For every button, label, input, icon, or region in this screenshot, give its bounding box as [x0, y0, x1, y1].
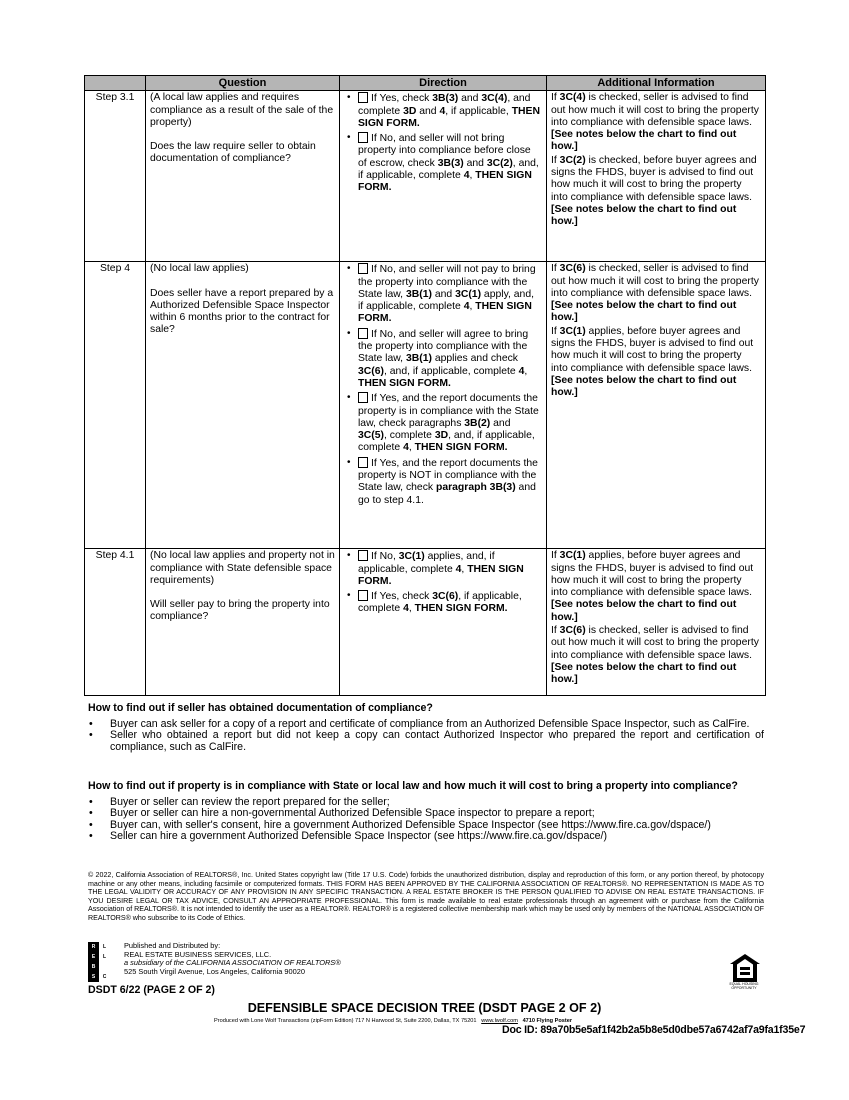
notes-heading: How to find out if property is in compliance with State or local law and how much it will cost to bring a property into compliance? — [88, 780, 738, 792]
direction-item — [344, 328, 542, 390]
step-label: Step 4 — [85, 262, 146, 549]
info-text: If 3C(4) is checked, seller is advised to find out how much it will cost to bring the property into compliance with defensible space laws. [See notes below the chart to find out how.] — [551, 92, 759, 153]
logo-letter: B — [88, 962, 99, 972]
notes-item: • Seller can hire a government Authorized Defensible Space Inspector (see https://www.fire.ca.gov/dspace/) — [88, 831, 764, 843]
header-direction: Direction — [340, 76, 547, 91]
direction-item — [344, 457, 542, 507]
direction-cell — [340, 549, 547, 696]
doc-id: Doc ID: 89a70b5e5af1f42b2a5b8e5d0dbe57a6742af7a9fa1f35e7 — [502, 1024, 806, 1036]
header-additional-info: Additional Information — [547, 76, 766, 91]
direction-cell — [340, 91, 547, 262]
checkbox[interactable] — [358, 92, 368, 103]
checkbox[interactable] — [358, 590, 368, 601]
checkbox[interactable] — [358, 132, 368, 143]
question-text: Does the law require seller to obtain documentation of compliance? — [150, 141, 316, 165]
direction-cell — [340, 262, 547, 549]
direction-item — [344, 550, 542, 588]
question-cell — [146, 91, 340, 262]
logo-letter: R — [88, 942, 99, 952]
logo-letter — [99, 962, 110, 972]
info-text: If 3C(1) applies, before buyer agrees and signs the FHDS, buyer is advised to find out how much it will cost to bring the property into compliance with defensible space laws. [See notes below the chart to find out how.] — [551, 325, 754, 399]
direction-item — [344, 132, 542, 194]
notes-compliance-cost — [88, 781, 764, 843]
question-text: Will seller pay to bring the property into compliance? — [150, 599, 330, 623]
decision-tree-table — [84, 75, 766, 696]
rebs-logo — [88, 942, 110, 982]
step-label: Step 4.1 — [85, 549, 146, 696]
table-header-row — [85, 76, 766, 91]
direction-item — [344, 92, 542, 130]
produced-name: 4710 Flying Poster — [522, 1018, 572, 1024]
question-cell — [146, 262, 340, 549]
info-cell — [547, 549, 766, 696]
question-text: (No local law applies and property not in compliance with State defensible space requirements) — [150, 550, 335, 586]
produced-text: Produced with Lone Wolf Transactions (zipForm Edition) 717 N Harwood St, Suite 2200, Dallas, TX 75201 — [214, 1018, 477, 1024]
form-code: DSDT 6/22 (PAGE 2 OF 2) — [88, 984, 215, 996]
question-text: Does seller have a report prepared by a Authorized Defensible Space Inspector within 6 months prior to the contract for sale? — [150, 287, 334, 336]
produced-link[interactable]: www.lwolf.com — [481, 1018, 518, 1024]
question-text: (A local law applies and requires compliance as a result of the sale of the property) — [150, 92, 334, 128]
footer-title: DEFENSIBLE SPACE DECISION TREE (DSDT PAGE 2 OF 2) — [247, 1001, 602, 1015]
info-text: If 3C(2) is checked, before buyer agrees and signs the FHDS, buyer is advised to find out how much it will cost to bring the property into compliance with defensible space laws. [See notes below the chart to find out how.] — [551, 154, 757, 228]
table-row — [85, 262, 766, 549]
copyright-notice: © 2022, California Association of REALTORS®, Inc. United States copyright law (Title 17 U.S. Code) forbids the unauthorized distribution, display and reproduction of this form, or any portion thereof, by photocopy machine or any other means, including facsimile or computerized formats. THIS FORM HAS BEEN APPROVED BY THE CALIFORNIA ASSOCIATION OF REALTORS®. NO REPRESENTATION IS MADE AS TO THE LEGAL VALIDITY OR ACCURACY OF ANY PROVISION IN ANY SPECIFIC TRANSACTION. A REAL ESTATE BROKER IS THE PERSON QUALIFIED TO ADVISE ON REAL ESTATE TRANSACTIONS. IF YOU DESIRE LEGAL OR TAX ADVICE, CONSULT AN APPROPRIATE PROFESSIONAL. This form is made available to real estate professionals through an agreement with or purchase from the California Association of REALTORS®. It is not intended to identify the user as a REALTOR®. REALTOR® is a registered collective membership mark which may be used only by members of the NATIONAL ASSOCIATION OF REALTORS® who subscribe to its Code of Ethics. — [88, 871, 764, 922]
equal-housing-label: EQUAL HOUSING OPPORTUNITY — [729, 982, 759, 990]
logo-letter: L — [102, 944, 107, 950]
question-text: (No local law applies) — [150, 263, 249, 275]
direction-item — [344, 590, 542, 616]
info-text: If 3C(6) is checked, seller is advised to find out how much it will cost to bring the property into compliance with defensible space laws. [See notes below the chart to find out how.] — [551, 625, 759, 686]
logo-letter: C — [102, 974, 107, 980]
info-text: If 3C(6) is checked, seller is advised to find out how much it will cost to bring the property into compliance with defensible space laws. [See notes below the chart to find out how.] — [551, 263, 759, 324]
publisher-info — [124, 942, 341, 976]
question-cell — [146, 549, 340, 696]
direction-text: If Yes, and the report documents the property is NOT in compliance with the State law, check paragraph 3B(3) and go to step 4.1. — [358, 457, 538, 506]
direction-text: If Yes, check 3B(3) and 3C(4), and complete 3D and 4, if applicable, THEN SIGN FORM. — [358, 93, 540, 129]
notes-heading: How to find out if seller has obtained documentation of compliance? — [88, 702, 433, 714]
equal-housing-icon — [728, 952, 762, 986]
notes-item: • Buyer or seller can review the report prepared for the seller; — [88, 797, 764, 809]
logo-letter: S — [88, 972, 99, 982]
header-question: Question — [146, 76, 340, 91]
direction-text: If No, and seller will agree to bring the property into compliance with the State law, 3B(1) applies and check 3C(6), and, if applicable, complete 4, THEN SIGN FORM. — [358, 328, 529, 389]
publisher-line: a subsidiary of the CALIFORNIA ASSOCIATION OF REALTORS® — [124, 958, 341, 968]
logo-letter: L — [102, 954, 107, 960]
step-label: Step 3.1 — [85, 91, 146, 262]
direction-text: If Yes, check 3C(6), if applicable, complete 4, THEN SIGN FORM. — [358, 591, 522, 615]
notes-item: • Buyer or seller can hire a non-governmental Authorized Defensible Space inspector to prepare a report; — [88, 808, 764, 820]
publisher-line: 525 South Virgil Avenue, Los Angeles, California 90020 — [124, 966, 305, 976]
publisher-line: REAL ESTATE BUSINESS SERVICES, LLC. — [124, 949, 272, 959]
table-row — [85, 549, 766, 696]
info-cell — [547, 262, 766, 549]
direction-text: If Yes, and the report documents the property is in compliance with the State law, check paragraphs 3B(2) and 3C(5), complete 3D, and, if applicable, complete 4, THEN SIGN FORM. — [358, 393, 539, 454]
table-row — [85, 91, 766, 262]
notes-item: • Seller who obtained a report but did not keep a copy can contact Authorized Inspector who prepared the report and certification of compliance, such as CalFire. — [88, 730, 764, 753]
notes-item: • Buyer can ask seller for a copy of a report and certificate of compliance from an Authorized Defensible Space Inspector, such as CalFire. — [88, 719, 764, 731]
notes-compliance-documentation — [88, 703, 764, 753]
logo-letter: E — [88, 952, 99, 962]
checkbox[interactable] — [358, 328, 368, 339]
direction-item — [344, 263, 542, 325]
direction-item — [344, 392, 542, 454]
checkbox[interactable] — [358, 550, 368, 561]
checkbox[interactable] — [358, 263, 368, 274]
direction-text: If No, and seller will not bring property into compliance before close of escrow, check 3B(3) and 3C(2), and, if applicable, complete 4, THEN SIGN FORM. — [358, 133, 539, 194]
direction-text: If No, and seller will not pay to bring the property into compliance with the State law, 3B(1) and 3C(1) apply, and, if applicable, complete 4, THEN SIGN FORM. — [358, 264, 536, 325]
publisher-line: Published and Distributed by: — [124, 941, 221, 950]
header-step — [85, 76, 146, 91]
info-cell — [547, 91, 766, 262]
notes-item: • Buyer can, with seller's consent, hire a government Authorized Defensible Space Inspector (see https://www.fire.ca.gov/dspace/) — [88, 820, 764, 832]
info-text: If 3C(1) applies, before buyer agrees and signs the FHDS, buyer is advised to find out how much it will cost to bring the property into compliance with defensible space laws. [See notes below the chart to find out how.] — [551, 550, 754, 623]
checkbox[interactable] — [358, 392, 368, 403]
direction-text: If No, 3C(1) applies, and, if applicable, complete 4, THEN SIGN FORM. — [358, 551, 524, 587]
checkbox[interactable] — [358, 457, 368, 468]
